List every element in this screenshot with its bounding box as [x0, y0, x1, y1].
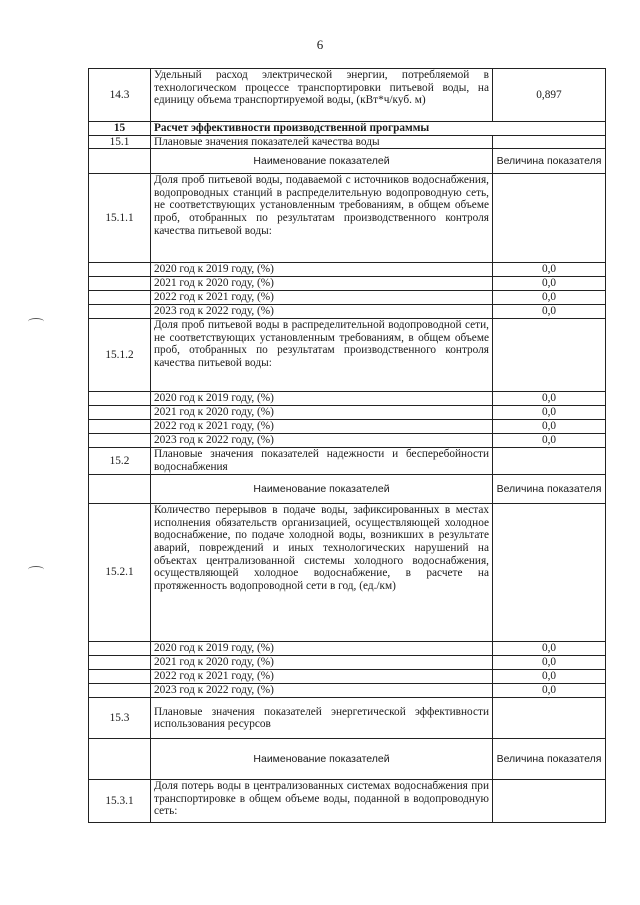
row-15-1-1 [89, 174, 606, 263]
year-label: 2020 год к 2019 году, (%) [151, 392, 493, 406]
year-label: 2020 год к 2019 году, (%) [151, 263, 493, 277]
row-number: 15.2 [89, 448, 151, 475]
year-label: 2023 год к 2022 году, (%) [151, 684, 493, 698]
indicator-text: Доля проб питьевой воды в распределительной водопроводной сети, не соответствующих установленным требованиям, в общем объеме проб, отобранных по результатам производственного контроля качества питьевой воды: [151, 319, 493, 392]
section-number: 15 [89, 122, 151, 136]
row-number: 15.3 [89, 698, 151, 739]
indicator-text: Доля потерь воды в централизованных системах водоснабжения при транспортировке в общем объеме воды, поданной в водопроводную сеть: [151, 780, 493, 823]
row-number: 14.3 [89, 69, 151, 122]
indicator-text: Удельный расход электрической энергии, потребляемой в технологическом процессе транспортировки питьевой воды, на единицу объема транспортируемой воды, (кВт*ч/куб. м) [151, 69, 493, 122]
year-row [89, 263, 606, 277]
row-number: 15.1.1 [89, 174, 151, 263]
section-15-row [89, 122, 606, 136]
year-row [89, 291, 606, 305]
year-label: 2022 год к 2021 году, (%) [151, 291, 493, 305]
year-row [89, 656, 606, 670]
row-15-3-1 [89, 780, 606, 823]
year-row [89, 434, 606, 448]
indicator-text: Количество перерывов в подаче воды, зафиксированных в местах исполнения обязательств организацией, осуществляющей холодное водоснабжение, по подаче холодной воды, возникших в результате аварий, повреждений и иных технологических нарушений на объектах централизованной системы холодного водоснабжения, осуществляющей холодное водоснабжение, в расчете на протяженность водопроводной сети в год, (ед./км) [151, 504, 493, 642]
row-number: 15.1.2 [89, 319, 151, 392]
year-value: 0,0 [493, 263, 606, 277]
indicator-value: 0,897 [493, 69, 606, 122]
year-label: 2020 год к 2019 году, (%) [151, 642, 493, 656]
year-label: 2021 год к 2020 году, (%) [151, 656, 493, 670]
year-row [89, 305, 606, 319]
year-label: 2023 год к 2022 году, (%) [151, 305, 493, 319]
subsection-title: Плановые значения показателей энергетической эффективности использования ресурсов [151, 698, 493, 739]
page-number: 6 [316, 37, 324, 52]
row-15-2-1 [89, 504, 606, 642]
row-15-3 [89, 698, 606, 739]
section-title: Расчет эффективности производственной программы [151, 122, 606, 136]
year-row [89, 406, 606, 420]
year-label: 2022 год к 2021 году, (%) [151, 420, 493, 434]
year-value: 0,0 [493, 291, 606, 305]
header-row [89, 149, 606, 174]
header-value: Величина показателя [493, 475, 606, 504]
year-row [89, 670, 606, 684]
punch-hole-mark [28, 318, 44, 325]
indicator-text: Доля проб питьевой воды, подаваемой с источников водоснабжения, водопроводных станций в распределительную водопроводную сеть, не соответствующих установленным требованиям, в общем объеме проб, отобранных по результатам производственного контроля качества питьевой воды: [151, 174, 493, 263]
year-value: 0,0 [493, 656, 606, 670]
year-row [89, 392, 606, 406]
header-value: Величина показателя [493, 739, 606, 780]
year-value: 0,0 [493, 305, 606, 319]
year-value: 0,0 [493, 642, 606, 656]
year-value: 0,0 [493, 277, 606, 291]
indicators-table [88, 68, 606, 823]
header-name: Наименование показателей [151, 149, 493, 174]
year-value: 0,0 [493, 420, 606, 434]
row-number: 15.2.1 [89, 504, 151, 642]
header-name: Наименование показателей [151, 475, 493, 504]
row-number: 15.3.1 [89, 780, 151, 823]
header-value: Величина показателя [493, 149, 606, 174]
year-value: 0,0 [493, 684, 606, 698]
year-value: 0,0 [493, 392, 606, 406]
row-number: 15.1 [89, 135, 151, 149]
row-15-1-2 [89, 319, 606, 392]
row-15-2 [89, 448, 606, 475]
year-value: 0,0 [493, 406, 606, 420]
header-name: Наименование показателей [151, 739, 493, 780]
year-row [89, 684, 606, 698]
year-row [89, 420, 606, 434]
punch-hole-mark [28, 566, 44, 573]
header-row [89, 475, 606, 504]
year-label: 2021 год к 2020 году, (%) [151, 406, 493, 420]
year-row [89, 642, 606, 656]
row-14-3 [89, 69, 606, 122]
year-value: 0,0 [493, 670, 606, 684]
year-label: 2021 год к 2020 году, (%) [151, 277, 493, 291]
row-15-1 [89, 135, 606, 149]
year-label: 2022 год к 2021 году, (%) [151, 670, 493, 684]
year-row [89, 277, 606, 291]
subsection-title: Плановые значения показателей надежности и бесперебойности водоснабжения [151, 448, 493, 475]
year-value: 0,0 [493, 434, 606, 448]
year-label: 2023 год к 2022 году, (%) [151, 434, 493, 448]
header-row [89, 739, 606, 780]
subsection-title: Плановые значения показателей качества воды [151, 135, 493, 149]
